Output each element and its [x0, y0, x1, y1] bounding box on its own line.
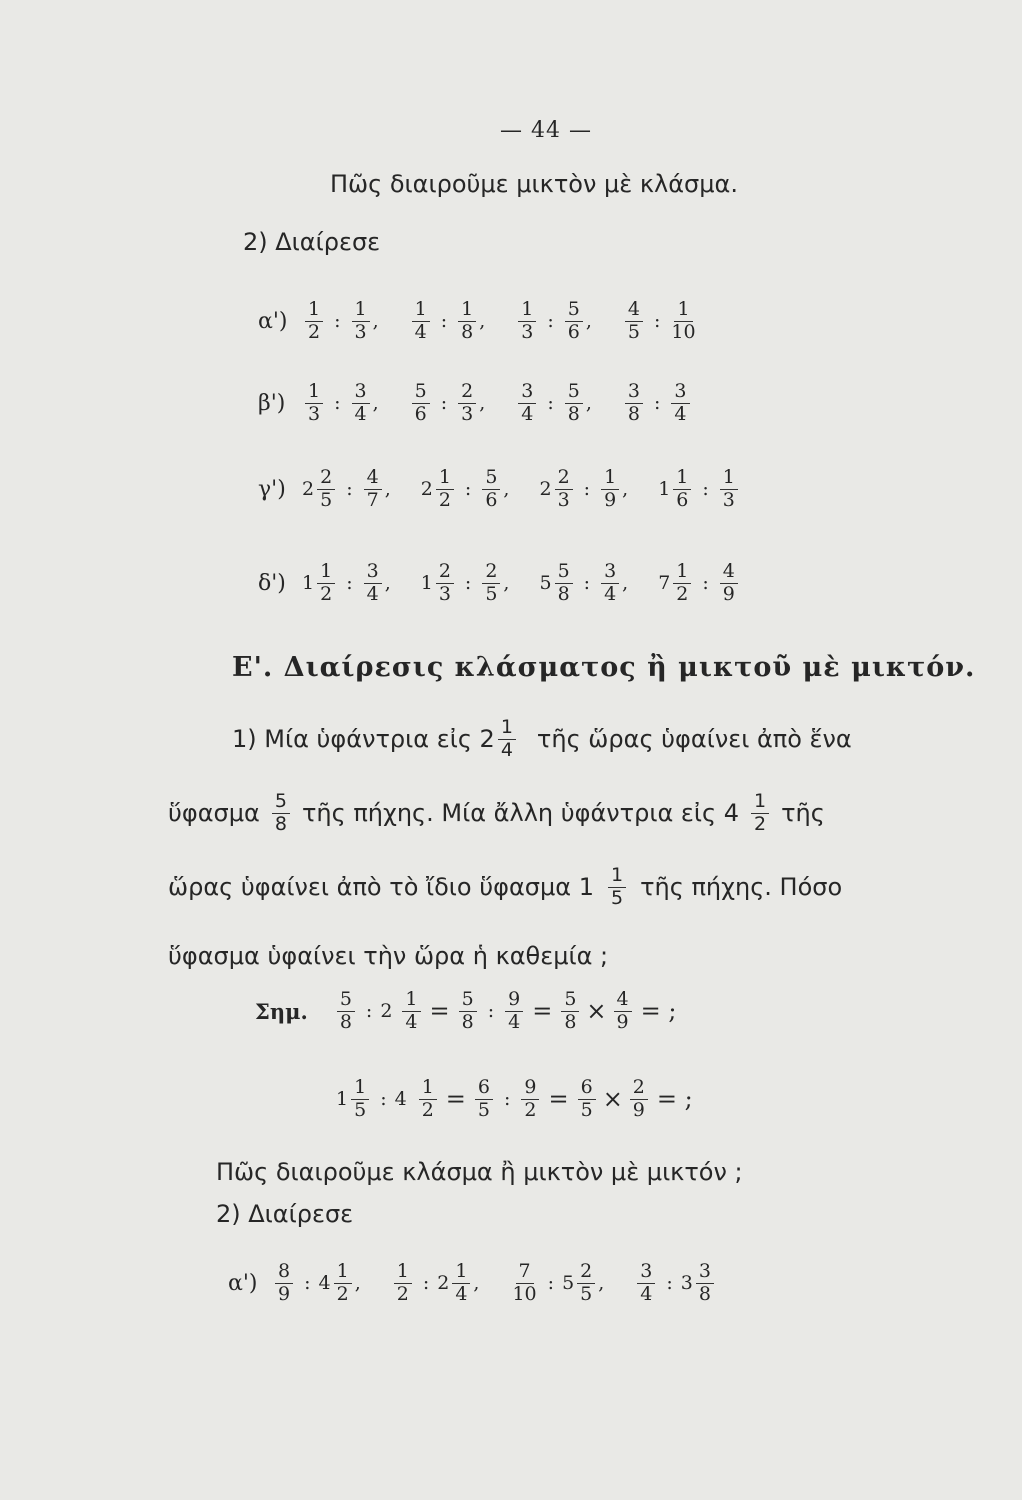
numerator: 3	[637, 1262, 655, 1284]
numerator: 8	[275, 1262, 293, 1284]
division-sign: :	[503, 1088, 511, 1111]
equals-sign: =	[548, 1085, 569, 1114]
numerator: 1	[452, 1262, 470, 1284]
exercise-row-beta	[258, 382, 723, 425]
whole-part: 4	[394, 1088, 407, 1111]
numerator: 5	[565, 300, 583, 322]
fraction	[671, 300, 695, 343]
note-label: Σημ.	[255, 998, 308, 1024]
exercise-row-alpha	[258, 300, 729, 343]
whole-part: 2	[437, 1272, 450, 1295]
problem-text: ὥρας ὑφαίνει ἀπὸ τὸ ἴδιο ὕφασμα 1	[168, 873, 594, 902]
numerator: 1	[412, 300, 430, 322]
denominator: 3	[521, 320, 534, 343]
fraction	[625, 382, 643, 425]
denominator: 2	[396, 1282, 409, 1305]
numerator: 1	[458, 300, 476, 322]
problem-text: τῆς πήχης. Πόσο	[640, 873, 843, 902]
fraction	[608, 866, 626, 909]
denominator: 2	[308, 320, 321, 343]
denominator: 5	[610, 886, 624, 909]
numerator: 1	[436, 468, 454, 490]
numerator: 2	[577, 1262, 595, 1284]
whole-part: 5	[539, 572, 552, 595]
division-sign: :	[547, 310, 554, 333]
division-sign: :	[334, 310, 341, 333]
fraction	[555, 468, 573, 511]
separator: ,	[384, 478, 391, 501]
numerator: 1	[317, 562, 335, 584]
problem-line-4: ὕφασμα ὑφαίνει τὴν ὥρα ἡ καθεμία ;	[168, 942, 609, 970]
section-heading: Ε'. Διαίρεσις κλάσματος ἢ μικτοῦ μὲ μικτόν.	[232, 652, 976, 683]
denominator: 8	[698, 1282, 711, 1305]
fraction	[630, 1078, 648, 1121]
row-label: α')	[258, 308, 288, 334]
whole-part: 5	[562, 1272, 575, 1295]
fraction	[720, 562, 738, 605]
fraction	[671, 382, 689, 425]
denominator: 3	[438, 582, 451, 605]
equals-sign: =	[445, 1085, 466, 1114]
numerator: 7	[516, 1262, 534, 1284]
numerator: 5	[555, 562, 573, 584]
division-exercise	[515, 382, 592, 425]
denominator: 10	[512, 1282, 537, 1305]
division-exercise	[539, 562, 628, 605]
separator: ,	[479, 392, 486, 415]
instruction-divide-2: 2) Διαίρεσε	[216, 1200, 354, 1228]
denominator: 4	[414, 320, 427, 343]
separator: ,	[585, 392, 592, 415]
equals-sign: =	[429, 997, 450, 1026]
denominator: 2	[336, 1282, 349, 1305]
fraction	[720, 468, 738, 511]
numerator: 3	[625, 382, 643, 404]
exercise-row-delta	[258, 562, 771, 605]
denominator: 4	[508, 1010, 521, 1033]
numerator: 4	[614, 990, 632, 1012]
fraction	[436, 468, 454, 511]
fraction	[305, 300, 323, 343]
numerator: 1	[601, 468, 619, 490]
division-sign: :	[440, 310, 448, 333]
division-sign: :	[365, 1000, 373, 1023]
equals-end: = ;	[640, 997, 677, 1026]
denominator: 5	[477, 1098, 490, 1121]
denominator: 4	[366, 582, 379, 605]
division-sign: :	[304, 1272, 311, 1295]
fraction	[458, 382, 476, 425]
whole-part: 2	[380, 1000, 393, 1023]
fraction	[565, 382, 583, 425]
fraction	[364, 562, 382, 605]
instruction-divide: 2) Διαίρεσε	[243, 228, 381, 256]
denominator: 2	[754, 812, 767, 835]
problem-text: τῆς ὥρας ὑφαίνει ἀπὸ ἕνα	[536, 725, 852, 754]
numerator: 3	[352, 382, 370, 404]
separator: ,	[622, 572, 629, 595]
division-sign: :	[654, 392, 661, 415]
fraction	[412, 300, 430, 343]
denominator: 4	[674, 402, 687, 425]
whole-part: 4	[318, 1272, 331, 1295]
numerator: 1	[498, 718, 516, 740]
numerator: 1	[608, 866, 626, 888]
denominator: 6	[485, 488, 498, 511]
fraction	[518, 382, 536, 425]
question-heading: Πῶς διαιροῦμε κλάσμα ἢ μικτὸν μὲ μικτόν ;	[216, 1158, 743, 1186]
fraction	[351, 1078, 369, 1121]
fraction	[518, 300, 536, 343]
division-exercise	[622, 300, 699, 343]
fraction	[475, 1078, 493, 1121]
denominator: 5	[485, 582, 498, 605]
denominator: 4	[455, 1282, 468, 1305]
exercise-row-last	[228, 1262, 747, 1305]
denominator: 2	[676, 582, 689, 605]
whole-part: 3	[680, 1272, 693, 1295]
denominator: 4	[604, 582, 617, 605]
numerator: 1	[352, 300, 370, 322]
division-sign: :	[346, 478, 353, 501]
denominator: 2	[524, 1098, 537, 1121]
separator: ,	[622, 478, 629, 501]
division-exercise	[409, 300, 486, 343]
fraction	[498, 718, 516, 761]
numerator: 3	[601, 562, 619, 584]
row-label: δ')	[258, 570, 286, 596]
denominator: 6	[414, 402, 427, 425]
division-sign: :	[547, 392, 554, 415]
section-title: Πῶς διαιροῦμε μικτὸν μὲ κλάσμα.	[330, 170, 738, 198]
numerator: 1	[402, 990, 420, 1012]
fraction	[555, 562, 573, 605]
denominator: 4	[500, 738, 513, 761]
fraction	[751, 792, 769, 835]
page-number: — 44 —	[500, 118, 592, 143]
numerator: 1	[419, 1078, 437, 1100]
fraction	[578, 1078, 596, 1121]
fraction	[482, 562, 500, 605]
problem-line-1	[232, 718, 852, 761]
fraction	[458, 300, 476, 343]
denominator: 7	[366, 488, 379, 511]
division-exercise	[302, 468, 391, 511]
problem-text: ὕφασμα	[168, 799, 260, 828]
separator: ,	[503, 572, 510, 595]
numerator: 2	[317, 468, 335, 490]
denominator: 8	[567, 402, 580, 425]
division-exercise	[302, 382, 379, 425]
note-line-1	[255, 990, 682, 1033]
denominator: 9	[278, 1282, 291, 1305]
numerator: 1	[674, 300, 692, 322]
division-exercise	[272, 1262, 361, 1305]
division-exercise	[634, 1262, 717, 1305]
row-label: β')	[258, 390, 286, 416]
fraction	[337, 990, 355, 1033]
separator: ,	[372, 392, 379, 415]
division-sign: :	[464, 572, 472, 595]
multiply-sign: ×	[586, 997, 607, 1026]
numerator: 9	[521, 1078, 539, 1100]
fraction	[364, 468, 382, 511]
fraction	[561, 990, 579, 1033]
division-sign: :	[702, 572, 709, 595]
division-sign: :	[702, 478, 709, 501]
fraction	[625, 300, 643, 343]
numerator: 1	[305, 300, 323, 322]
numerator: 1	[751, 792, 769, 814]
denominator: 8	[461, 320, 474, 343]
row-label: γ')	[258, 476, 286, 502]
numerator: 3	[364, 562, 382, 584]
denominator: 8	[557, 582, 570, 605]
numerator: 1	[351, 1078, 369, 1100]
numerator: 2	[436, 562, 454, 584]
fraction	[402, 990, 420, 1033]
division-sign: :	[654, 310, 661, 333]
whole-part: 1	[302, 572, 315, 595]
whole-part: 1	[420, 572, 433, 595]
fraction	[272, 792, 290, 835]
fraction	[317, 468, 335, 511]
whole-part: 1	[336, 1088, 349, 1111]
fraction	[601, 468, 619, 511]
division-sign: :	[547, 1272, 555, 1295]
numerator: 1	[673, 468, 691, 490]
division-sign: :	[583, 572, 591, 595]
denominator: 6	[567, 320, 580, 343]
fraction	[521, 1078, 539, 1121]
numerator: 5	[459, 990, 477, 1012]
numerator: 2	[482, 562, 500, 584]
denominator: 5	[354, 1098, 367, 1121]
problem-line-3	[168, 866, 842, 909]
fraction	[452, 1262, 470, 1305]
fraction	[419, 1078, 437, 1121]
numerator: 1	[394, 1262, 412, 1284]
denominator: 9	[616, 1010, 629, 1033]
whole-part: 2	[539, 478, 552, 501]
division-exercise	[421, 562, 510, 605]
fraction	[614, 990, 632, 1033]
denominator: 9	[604, 488, 617, 511]
denominator: 3	[308, 402, 321, 425]
numerator: 4	[625, 300, 643, 322]
numerator: 5	[482, 468, 500, 490]
problem-text: τῆς πήχης. Μία ἄλλη ὑφάντρια εἰς 4	[301, 799, 740, 828]
equals-sign: =	[532, 997, 553, 1026]
equals-end: = ;	[656, 1085, 693, 1114]
denominator: 6	[676, 488, 689, 511]
numerator: 1	[673, 562, 691, 584]
denominator: 4	[405, 1010, 418, 1033]
denominator: 8	[627, 402, 641, 425]
denominator: 3	[461, 402, 474, 425]
denominator: 9	[722, 582, 735, 605]
fraction	[512, 1262, 536, 1305]
numerator: 5	[337, 990, 355, 1012]
denominator: 4	[354, 402, 367, 425]
denominator: 8	[339, 1010, 352, 1033]
separator: ,	[585, 310, 592, 333]
denominator: 10	[671, 320, 696, 343]
denominator: 3	[722, 488, 735, 511]
fraction	[352, 382, 370, 425]
fraction	[394, 1262, 412, 1305]
denominator: 4	[640, 1282, 653, 1305]
numerator: 6	[578, 1078, 596, 1100]
denominator: 9	[632, 1098, 645, 1121]
fraction	[673, 468, 691, 511]
numerator: 2	[555, 468, 573, 490]
problem-text: 1) Μία ὑφάντρια εἰς 2	[232, 725, 495, 754]
division-sign: :	[422, 1272, 430, 1295]
division-exercise	[515, 300, 592, 343]
note-line-2	[336, 1078, 699, 1121]
division-sign: :	[380, 1088, 387, 1111]
division-exercise	[421, 468, 510, 511]
division-exercise	[509, 1262, 604, 1305]
separator: ,	[479, 310, 486, 333]
separator: ,	[372, 310, 379, 333]
numerator: 6	[475, 1078, 493, 1100]
separator: ,	[384, 572, 391, 595]
division-exercise	[622, 382, 693, 425]
numerator: 2	[630, 1078, 648, 1100]
denominator: 2	[421, 1098, 434, 1121]
fraction	[505, 990, 523, 1033]
fraction	[352, 300, 370, 343]
division-exercise	[658, 468, 741, 511]
division-exercise	[658, 562, 741, 605]
whole-part: 7	[658, 572, 671, 595]
division-exercise	[302, 562, 391, 605]
numerator: 3	[696, 1262, 714, 1284]
multiply-sign: ×	[602, 1085, 623, 1114]
denominator: 8	[461, 1010, 474, 1033]
numerator: 5	[565, 382, 583, 404]
numerator: 5	[272, 792, 290, 814]
fraction	[412, 382, 430, 425]
problem-text: τῆς	[781, 799, 825, 828]
whole-part: 1	[658, 478, 671, 501]
denominator: 5	[627, 320, 641, 343]
fraction	[637, 1262, 655, 1305]
numerator: 2	[458, 382, 476, 404]
division-sign: :	[464, 478, 472, 501]
numerator: 1	[518, 300, 536, 322]
division-sign: :	[346, 572, 353, 595]
division-sign: :	[583, 478, 591, 501]
denominator: 8	[564, 1010, 577, 1033]
fraction	[305, 382, 323, 425]
denominator: 5	[580, 1282, 593, 1305]
denominator: 3	[354, 320, 367, 343]
division-exercise	[391, 1262, 480, 1305]
numerator: 1	[334, 1262, 352, 1284]
row-label: α')	[228, 1270, 258, 1296]
numerator: 3	[671, 382, 689, 404]
fraction	[696, 1262, 714, 1305]
denominator: 5	[320, 488, 333, 511]
division-exercise	[302, 300, 379, 343]
denominator: 8	[274, 812, 287, 835]
fraction	[334, 1262, 352, 1305]
numerator: 9	[505, 990, 523, 1012]
fraction	[577, 1262, 595, 1305]
division-sign: :	[334, 392, 341, 415]
denominator: 2	[320, 582, 333, 605]
fraction	[482, 468, 500, 511]
whole-part: 2	[302, 478, 315, 501]
separator: ,	[354, 1272, 361, 1295]
problem-line-2	[168, 792, 825, 835]
fraction	[673, 562, 691, 605]
separator: ,	[598, 1272, 605, 1295]
fraction	[275, 1262, 293, 1305]
division-sign: :	[666, 1272, 673, 1295]
denominator: 5	[580, 1098, 593, 1121]
numerator: 5	[412, 382, 430, 404]
numerator: 3	[518, 382, 536, 404]
separator: ,	[473, 1272, 480, 1295]
fraction	[601, 562, 619, 605]
fraction	[317, 562, 335, 605]
division-exercise	[409, 382, 486, 425]
fraction	[565, 300, 583, 343]
whole-part: 2	[420, 478, 433, 501]
denominator: 4	[521, 402, 534, 425]
numerator: 5	[561, 990, 579, 1012]
fraction	[459, 990, 477, 1033]
division-exercise	[539, 468, 628, 511]
division-sign: :	[487, 1000, 495, 1023]
numerator: 1	[720, 468, 738, 490]
numerator: 1	[305, 382, 323, 404]
numerator: 4	[364, 468, 382, 490]
numerator: 4	[720, 562, 738, 584]
denominator: 3	[557, 488, 570, 511]
division-sign: :	[440, 392, 448, 415]
fraction	[436, 562, 454, 605]
denominator: 2	[438, 488, 451, 511]
exercise-row-gamma	[258, 468, 771, 511]
separator: ,	[503, 478, 510, 501]
